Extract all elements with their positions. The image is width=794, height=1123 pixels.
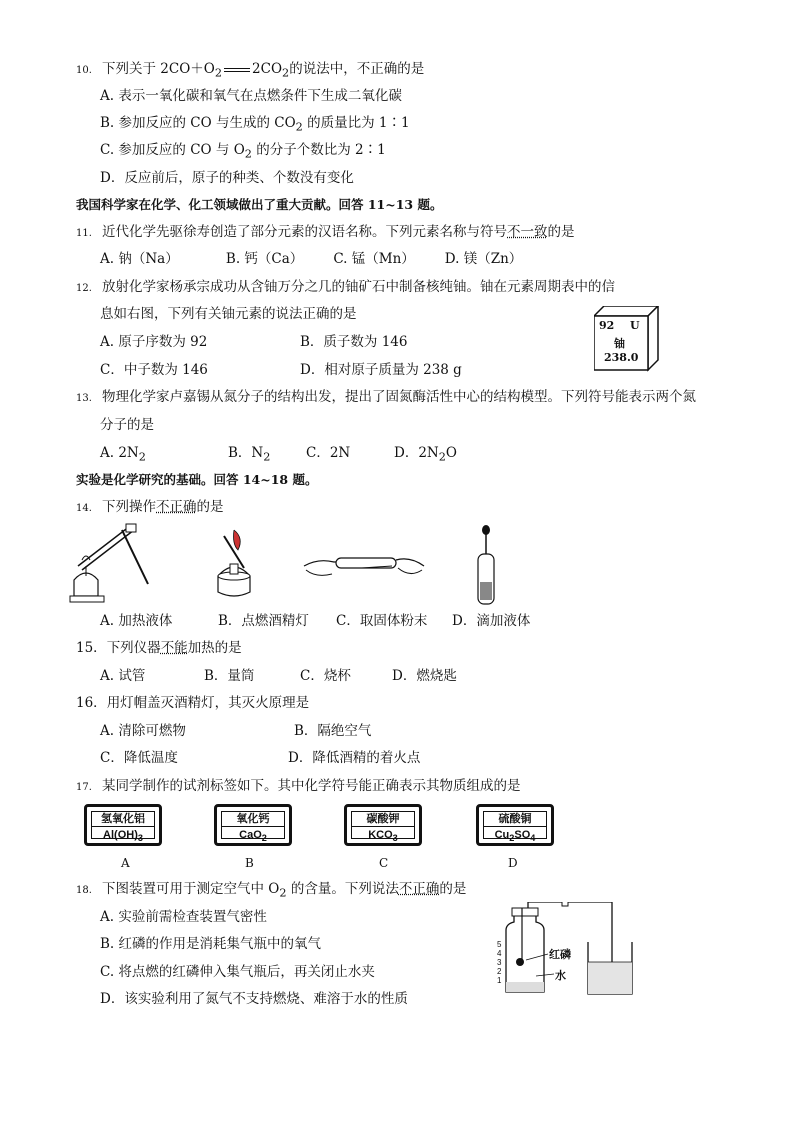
- apparatus-label-red-phosphorus: 红磷: [549, 948, 571, 961]
- q10-option-b: B. 参加反应的 CO 与生成的 $CO_2$ 的质量比为 1∶1: [100, 115, 410, 134]
- q10-option-a: A. 表示一氧化碳和氧气在点燃条件下生成二氧化碳: [100, 88, 402, 104]
- q12-stem-2: 息如右图，下列有关铀元素的说法正确的是: [100, 306, 357, 322]
- q10-option-c: C. 参加反应的 CO 与 $O_2$ 的分子个数比为 2∶1: [100, 142, 386, 161]
- q18-option-a: A. 实验前需检查装置气密性: [100, 909, 267, 925]
- apparatus-scale: 5 4 3 2 1: [497, 940, 502, 985]
- q12-stem-1: 12. 放射化学家杨承宗成功从含铀万分之几的铀矿石中制备核纯铀。铀在元素周期表中的信: [76, 279, 615, 295]
- q13-option-a: A. $2N_2$: [100, 445, 146, 464]
- q16-option-c: C．降低温度: [100, 750, 178, 766]
- q12-option-a: A. 原子序数为 92: [100, 334, 208, 350]
- lighting-lamp-figure: [204, 528, 266, 604]
- q13-option-d: D．$2N_2O$: [394, 445, 457, 464]
- q13-stem-1: 13. 物理化学家卢嘉锡从氮分子的结构出发，提出了固氮酶活性中心的结构模型。下列符号能表示两个氮: [76, 389, 696, 405]
- element-atomic-number: 92: [599, 319, 615, 332]
- reagent-label-a: 氢氧化铝 $Al(OH)_3$: [84, 804, 162, 846]
- reagent-label-c: 碳酸钾 $KCO_3$: [344, 804, 422, 846]
- element-symbol: U: [630, 319, 640, 332]
- q13-option-b: B．$N_2$: [228, 445, 271, 464]
- reagent-label-b: 氧化钙 CaO$_2$: [214, 804, 292, 846]
- q15-stem: 15．下列仪器不能加热的是: [76, 640, 242, 656]
- reagent-label-d: 硫酸铜 $Cu_2SO_4$: [476, 804, 554, 846]
- q14-option-d: D．滴加液体: [452, 613, 531, 629]
- q18-option-c: C. 将点燃的红磷伸入集气瓶后，再关闭止水夹: [100, 964, 375, 980]
- heating-liquid-figure: [68, 522, 158, 606]
- uranium-element-card: [594, 306, 652, 368]
- q16-option-a: A. 清除可燃物: [100, 723, 186, 739]
- q17-stem: 17. 某同学制作的试剂标签如下。其中化学符号能正确表示其物质组成的是: [76, 778, 521, 794]
- q14-stem: 14. 下列操作不正确的是: [76, 499, 224, 515]
- q13-stem-2: 分子的是: [100, 417, 154, 433]
- q15-option-b: B．量筒: [204, 668, 255, 684]
- q13-option-c: C．2N: [306, 445, 351, 461]
- q12-option-b: B．质子数为 146: [300, 334, 408, 350]
- q16-option-b: B．隔绝空气: [294, 723, 372, 739]
- q14-option-c: C．取固体粉末: [336, 613, 428, 629]
- section-intro-1: 我国科学家在化学、化工领域做出了重大贡献。回答 11~13 题。: [76, 197, 443, 212]
- q12-option-d: D．相对原子质量为 238 g: [300, 362, 462, 378]
- apparatus-label-water: 水: [555, 969, 566, 982]
- q15-option-a: A. 试管: [100, 668, 146, 684]
- label-letter-d: D: [508, 856, 518, 870]
- q11-options: A. 钠（Na） B. 钙（Ca） C. 锰（Mn） D. 镁（Zn）: [100, 251, 523, 267]
- q14-option-b: B．点燃酒精灯: [218, 613, 309, 629]
- q16-option-d: D．降低酒精的着火点: [288, 750, 421, 766]
- q15-option-c: C．烧杯: [300, 668, 351, 684]
- element-mass: 238.0: [604, 351, 639, 364]
- section-intro-2: 实验是化学研究的基础。回答 14~18 题。: [76, 472, 318, 487]
- q18-option-b: B. 红磷的作用是消耗集气瓶中的氧气: [100, 936, 322, 952]
- element-name: 铀: [614, 337, 625, 350]
- label-letter-b: B: [245, 856, 254, 870]
- q11-stem: 11. 近代化学先驱徐寿创造了部分元素的汉语名称。下列元素名称与符号不一致的是: [76, 224, 575, 240]
- question-number: 10.: [76, 65, 92, 76]
- q15-option-d: D．燃烧匙: [392, 668, 457, 684]
- reaction-arrow: [224, 68, 250, 72]
- q16-stem: 16．用灯帽盖灭酒精灯，其灭火原理是: [76, 695, 310, 711]
- q10-stem: 10. 下列关于 $2CO+O_2$ $2CO_2$的说法中，不正确的是: [76, 61, 425, 80]
- q10-option-d: D．反应前后，原子的种类、个数没有变化: [100, 170, 354, 186]
- q14-option-a: A. 加热液体: [100, 613, 173, 629]
- q12-option-c: C．中子数为 146: [100, 362, 208, 378]
- label-letter-c: C: [379, 856, 389, 870]
- q18-stem: 18. 下图装置可用于测定空气中 $O_2$ 的含量。下列说法不正确的是: [76, 881, 467, 900]
- q18-option-d: D．该实验利用了氮气不支持燃烧、难溶于水的性质: [100, 991, 408, 1007]
- label-letter-a: A: [121, 856, 130, 870]
- dropping-liquid-figure: [474, 524, 498, 608]
- taking-powder-figure: [302, 546, 426, 582]
